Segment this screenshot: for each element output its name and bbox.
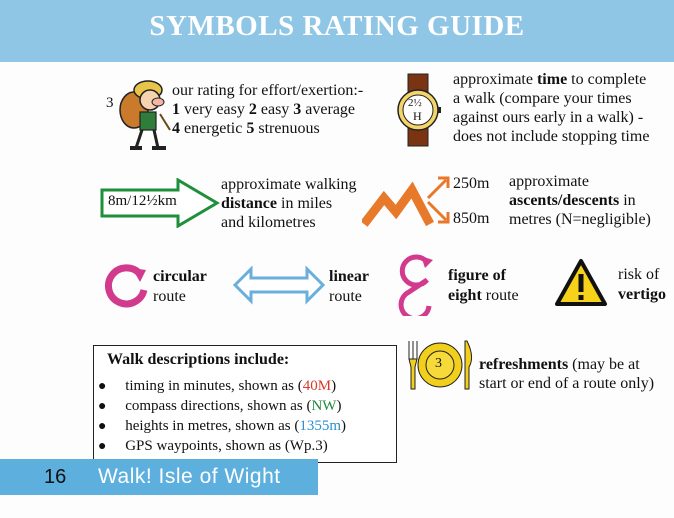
ascent-line-2: ascents/descents in xyxy=(509,192,636,209)
distance-line-2: distance in miles xyxy=(221,195,333,212)
distance-arrow-label: 8m/12½km xyxy=(108,193,177,209)
circular-route-icon xyxy=(102,260,152,310)
linear-route-text: route xyxy=(329,288,362,305)
refreshments-line-1: refreshments (may be at xyxy=(479,356,640,373)
linear-route-icon xyxy=(233,265,325,305)
refreshments-line-2: start or end of a route only) xyxy=(479,375,655,392)
time-line-3: against ours early in a walk) - xyxy=(453,109,644,126)
hiker-icon xyxy=(112,70,174,154)
vertigo-label: vertigo xyxy=(618,286,666,303)
descriptions-title: Walk descriptions include: xyxy=(107,351,290,368)
effort-line-3: 4 energetic 5 strenuous xyxy=(172,120,320,137)
ascent-line-3: metres (N=negligible) xyxy=(509,211,651,228)
warning-icon xyxy=(554,258,608,308)
effort-line-2: 1 very easy 2 easy 3 average xyxy=(172,101,356,118)
description-item-compass: ● compass directions, shown as (NW) xyxy=(98,398,342,414)
ascent-descent-icon xyxy=(362,172,452,230)
vertigo-risk-text: risk of xyxy=(618,266,660,283)
figure-route-text: eight route xyxy=(448,287,519,304)
description-item-timing: ● timing in minutes, shown as (40M) xyxy=(98,378,337,394)
linear-label: linear xyxy=(329,268,369,285)
ascent-value: 250m xyxy=(453,175,490,192)
descent-value: 850m xyxy=(453,210,490,227)
circular-route-text: route xyxy=(153,288,186,305)
ascent-line-1: approximate xyxy=(509,173,589,190)
description-item-gps: ● GPS waypoints, shown as (Wp.3) xyxy=(98,438,328,454)
watch-label-bottom: H xyxy=(413,109,422,123)
plate-number: 3 xyxy=(435,356,442,371)
figure-of-eight-icon xyxy=(395,252,441,316)
description-item-heights: ● heights in metres, shown as (1355m) xyxy=(98,418,347,434)
watch-label-top: 2½ xyxy=(408,97,422,109)
distance-line-1: approximate walking xyxy=(221,176,357,193)
time-line-1: approximate time to complete xyxy=(453,71,647,88)
figure-label: figure of xyxy=(448,267,506,284)
time-line-4: does not include stopping time xyxy=(453,128,650,145)
time-line-2: a walk (compare your times xyxy=(453,90,632,107)
footer-title: Walk! Isle of Wight xyxy=(98,465,281,488)
page-number: 16 xyxy=(44,466,67,488)
effort-number: 3 xyxy=(106,95,114,111)
page-title: SYMBOLS RATING GUIDE xyxy=(149,10,525,42)
distance-line-3: and kilometres xyxy=(221,214,316,231)
effort-line-1: our rating for effort/exertion:- xyxy=(172,82,364,99)
circular-label: circular xyxy=(153,268,207,285)
